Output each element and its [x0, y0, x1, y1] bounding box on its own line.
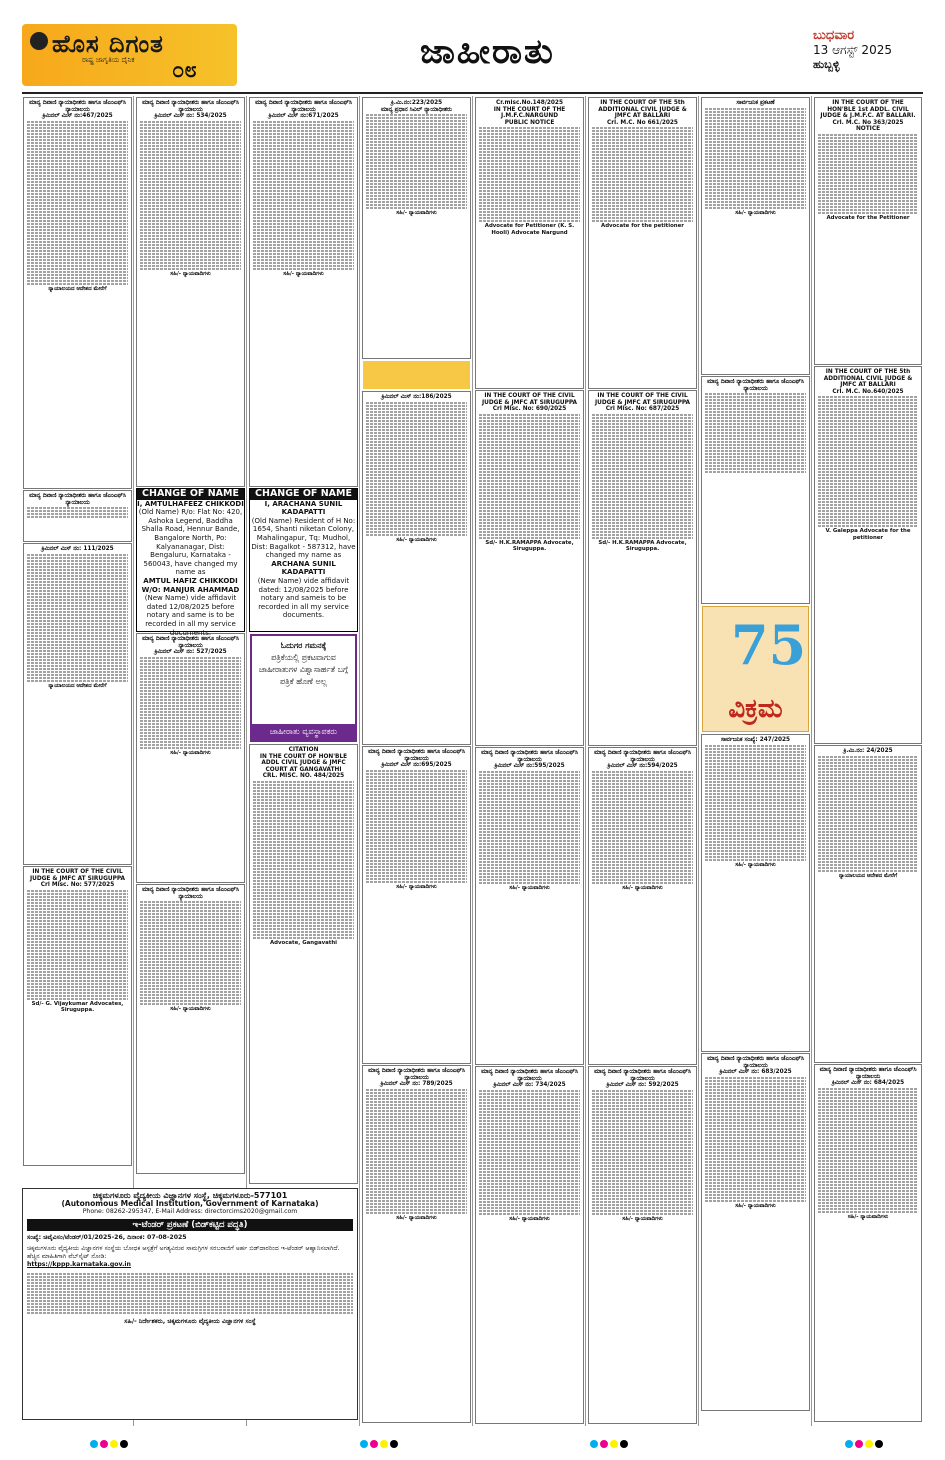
section-title: ಜಾಹೀರಾತು [420, 32, 555, 72]
column-5 [474, 96, 586, 1426]
notice-heading: ಮಾನ್ಯ ದಿವಾಣಿ ನ್ಯಾಯಾಧೀಶರು ಹಾಗೂ ಜೆಎಂಎಫ್‌ಸಿ ನ್ಯಾಯಾಲಯ [481, 1069, 578, 1082]
column-4 [361, 96, 473, 1426]
notice-heading: ಮಾನ್ಯ ದಿವಾಣಿ ನ್ಯಾಯಾಧೀಶರು ಹಾಗೂ ಜೆಎಂಎಫ್‌ಸಿ ನ್ಯಾಯಾಲಯ [819, 1067, 917, 1080]
registration-marks [360, 1440, 398, 1448]
institution-subtitle: (Autonomous Medical Institution, Government of Karnataka) [61, 1199, 319, 1208]
legal-notice[interactable] [814, 1064, 922, 1422]
legal-notice[interactable] [475, 390, 584, 746]
legal-notice[interactable] [814, 745, 922, 1063]
institution-contact: Phone: 08262-295347, E-Mail Address: directorcims2020@gmail.com [82, 1208, 298, 1215]
notice-case-number: ಕ್ರಿಮಿನಲ್ ಮಿಸ್ ನಂ:595/2025 [494, 763, 565, 770]
notice-footer: ಸಹಿ/- ನ್ಯಾಯವಾದಿಗಳು [170, 270, 211, 277]
legal-notice[interactable] [588, 97, 697, 389]
tender-signature: ಸಹಿ/- ನಿರ್ದೇಶಕರು, ಚಿಕ್ಕಮಗಳೂರು ವೈದ್ಯಕೀಯ ವಿಜ್ಞಾನಗಳ ಸಂಸ್ಥೆ [124, 1318, 256, 1325]
notice-heading: ಕ್ರಿ.ಮಿ.ನಂ:223/2025 [390, 100, 443, 106]
tender-notice-ad[interactable] [22, 1188, 358, 1420]
notice-court: IN THE COURT OF HON'BLE ADDL CIVIL JUDGE & JMFC COURT AT GANGAVATHI [259, 753, 348, 773]
change-name-header: CHANGE OF NAME [250, 489, 357, 500]
notice-heading: ಮಾನ್ಯ ದಿವಾಣಿ ನ್ಯಾಯಾಧೀಶರು ಹಾಗೂ ಜೆಎಂಎಫ್‌ಸಿ ನ್ಯಾಯಾಲಯ [594, 750, 691, 763]
notice-body [366, 114, 467, 209]
notice-body [818, 1088, 918, 1213]
legal-notice[interactable] [362, 1065, 471, 1423]
notice-heading: CITATION [288, 747, 319, 753]
anniversary-ad[interactable] [702, 606, 809, 732]
notice-footer: ಸಹಿ/- ನ್ಯಾಯವಾದಿಗಳು [735, 1202, 776, 1209]
readers-notice-title: ಓದುಗರ ಗಮನಕ್ಕೆ [280, 641, 327, 650]
notice-title: NOTICE [855, 126, 881, 133]
registration-marks [845, 1440, 883, 1448]
notice-body [366, 402, 467, 536]
notice-heading: ಮಾನ್ಯ ದಿವಾಣಿ ನ್ಯಾಯಾಧೀಶರು ಹಾಗೂ ಜೆಎಂಎಫ್‌ಸಿ ನ್ಯಾಯಾಲಯ [707, 379, 804, 392]
notice-body [479, 127, 580, 222]
notice-footer: ಸಹಿ/- ನ್ಯಾಯವಾದಿಗಳು [396, 1214, 437, 1221]
legal-notice[interactable] [475, 747, 584, 1065]
notice-heading: IN THE COURT OF THE CIVIL JUDGE & JMFC AT SIRUGUPPA [29, 869, 126, 882]
notice-heading: ಮಾನ್ಯ ದಿವಾಣಿ ನ್ಯಾಯಾಧೀಶರು ಹಾಗೂ ಜೆಎಂಎಫ್‌ಸಿ ನ್ಯಾಯಾಲಯ [707, 1056, 804, 1069]
new-name: AMTUL HAFIZ CHIKKODI W/O: MANJUR AHAMMAD [141, 576, 240, 594]
notice-heading: ಕ್ರಿಮಿನಲ್ ಮಿಸ್ ನಂ: 111/2025 [41, 546, 114, 552]
date-box [813, 28, 923, 72]
notice-case-number: Crl Misc. No: 690/2025 [492, 406, 567, 413]
notice-case-number: ಕ್ರಿಮಿನಲ್ ಮಿಸ್ ನಂ: 684/2025 [831, 1080, 905, 1087]
page-number: ೦೮ [172, 58, 197, 83]
notice-footer: Sd/- G. Vijaykumar Advocates, Siruguppa. [31, 1000, 124, 1014]
anniversary-brand: ವಿಕ್ರಮ [728, 694, 783, 724]
notice-footer: ಸಹಿ/- ನ್ಯಾಯವಾದಿಗಳು [170, 1006, 211, 1013]
notice-body [818, 756, 918, 872]
notice-footer: ಸಹಿ/- ನ್ಯಾಯವಾದಿಗಳು [622, 884, 663, 891]
notice-heading: ಮಾನ್ಯ ದಿವಾಣಿ ನ್ಯಾಯಾಧೀಶರು ಹಾಗೂ ಜೆಎಂಎಫ್‌ಸಿ ನ್ಯಾಯಾಲಯ [142, 887, 239, 900]
issue-date: 13 ಆಗಸ್ಟ್ 2025 [813, 43, 892, 57]
notice-body [366, 1089, 467, 1214]
notice-footer: ಸಹಿ/- ನ್ಯಾಯವಾದಿಗಳು [396, 210, 437, 217]
weekday: ಬುಧವಾರ [813, 28, 855, 43]
brand-name: ಹೊಸ ದಿಗಂತ [52, 30, 164, 58]
notice-case-number: Crl. M.C. No 661/2025 [607, 119, 678, 126]
tender-body: ಚಿಕ್ಕಮಗಳೂರು ವೈದ್ಯಕೀಯ ವಿಜ್ಞಾನಗಳ ಸಂಸ್ಥೆಯ ಬೋಧಕ ಆಸ್ಪತ್ರೆಗೆ ಅಗತ್ಯವಿರುವ ಸಾಮಗ್ರಿಗಳ ಸರಬರಾಜಿಗೆ ಅರ್ಹ ಬಿಡ್‌ದಾರರಿಂದ ಇ-ಟೆಂಡರ್ ಆಹ್ವಾನಿಸಲಾಗಿದೆ. ಹೆಚ್ಚಿನ ಮಾಹಿತಿಗಾಗಿ ವೆಬ್‌ಸೈಟ್ ನೋಡಿ: [27, 1245, 340, 1260]
notice-body [705, 1077, 806, 1202]
readers-notice-footer: ಜಾಹೀರಾತು ವ್ಯವಸ್ಥಾಪಕರು [252, 724, 355, 740]
affidavit-text: (New Name) vide affidavit dated: 12/08/2025 before notary and sameis to be recorded in all my service documents. [257, 576, 350, 620]
notice-case-number: Crl. M.C. No 363/2025 [832, 119, 904, 126]
notice-heading: ಮಾನ್ಯ ದಿವಾಣಿ ನ್ಯಾಯಾಧೀಶರು ಹಾಗೂ ಜೆಎಂಎಫ್‌ಸಿ ನ್ಯಾಯಾಲಯ [594, 1069, 691, 1082]
notice-title: PUBLIC NOTICE [504, 119, 555, 126]
legal-notice[interactable] [23, 97, 132, 489]
notice-heading: ಮಾನ್ಯ ದಿವಾಣಿ ನ್ಯಾಯಾಧೀಶರು ಹಾಗೂ ಜೆಎಂಎಫ್‌ಸಿ ನ್ಯಾಯಾಲಯ [368, 1068, 465, 1081]
notice-case-number: ಕ್ರಿಮಿನಲ್ ಮಿಸ್ ನಂ: 683/2025 [719, 1069, 792, 1076]
notice-heading: ಕ್ರಿ.ಮಿ.ನಂ: 24/2025 [843, 748, 893, 754]
notice-heading: IN THE COURT OF THE 5th ADDITIONAL CIVIL JUDGE & JMFC AT BALLARI [598, 100, 687, 120]
notice-heading: ಮಾನ್ಯ ದಿವಾಣಿ ನ್ಯಾಯಾಧೀಶರು ಹಾಗೂ ಜೆಎಂಎಫ್‌ಸಿ ನ್ಯಾಯಾಲಯ [142, 100, 239, 113]
notice-heading: ಮಾನ್ಯ ದಿವಾಣಿ ನ್ಯಾಯಾಧೀಶರು ಹಾಗೂ ಜೆಎಂಎಫ್‌ಸಿ ನ್ಯಾಯಾಲಯ [368, 749, 465, 762]
notice-body [140, 657, 241, 749]
notice-footer: ಸಹಿ/- ನ್ಯಾಯವಾದಿಗಳು [847, 1213, 889, 1220]
legal-notice[interactable] [814, 97, 922, 365]
notice-footer: Advocate for the Petitioner [826, 214, 910, 221]
old-name: I, AMTULHAFEEZ CHIKKODI [137, 499, 244, 508]
notice-case-number: ಕ್ರಿಮಿನಲ್ ಮಿಸ್ ನಂ: 734/2025 [493, 1082, 566, 1089]
affidavit-text: (New Name) vide affidavit dated 12/08/2025 before notary and same is to be recorded in all my service documents. [144, 594, 237, 637]
notice-footer: Advocate, Gangavathi [269, 939, 338, 946]
notice-body [479, 414, 580, 539]
notice-case-number: ಮಾನ್ಯ ಪ್ರಧಾನ ಸಿವಿಲ್ ನ್ಯಾಯಾಧೀಶರು [381, 106, 452, 113]
notice-body [479, 1090, 580, 1215]
tender-band: ಇ-ಟೆಂಡರ್ ಪ್ರಕಟಣೆ (ಬಿಡ್‌ಕಟ್ಟಿದ ಪದ್ಧತಿ) [27, 1219, 353, 1231]
notice-footer: Sd/- H.K.RAMAPPA Advocate, Siruguppa. [598, 539, 687, 553]
legal-notice[interactable] [136, 97, 245, 487]
notice-body [705, 393, 806, 473]
old-name: I, ARACHANA SUNIL KADAPATTI [264, 499, 343, 517]
legal-notice[interactable] [362, 746, 471, 1064]
legal-notice[interactable] [136, 633, 245, 883]
legal-notice[interactable] [362, 391, 471, 745]
notice-heading: ಮಾನ್ಯ ದಿವಾಣಿ ನ್ಯಾಯಾಧೀಶರು ಹಾಗೂ ಜೆಎಂಎಫ್‌ಸಿ ನ್ಯಾಯಾಲಯ [142, 636, 239, 649]
column-6 [587, 96, 699, 1426]
notice-heading: Cr.misc.No.148/2025 [496, 100, 563, 106]
masthead-divider [22, 92, 923, 94]
notice-case-number: ಕ್ರಿಮಿನಲ್ ಮಿಸ್ ನಂ: 527/2025 [154, 649, 227, 656]
notice-body [818, 134, 918, 214]
color-strip [363, 361, 470, 389]
notice-case-number: ಕ್ರಿಮಿನಲ್ ಮಿಸ್ ನಂ:467/2025 [42, 113, 113, 120]
notice-body [27, 121, 128, 285]
notice-footer: ಸಹಿ/- ನ್ಯಾಯವಾದಿಗಳು [283, 270, 324, 277]
notice-court: IN THE COURT OF THE J.M.F.C.NARGUND [493, 106, 566, 120]
address-text: (Old Name) R/o: Flat No: 420, Ashoka Legend, Baddha Shalla Road, Hennur Bande, Bangalore North, Po: Kalyananagar, Dist: Bengaluru, Karnataka - 560043, have changed my name as [138, 508, 243, 577]
registration-marks [590, 1440, 628, 1448]
notice-case-number: ಕ್ರಿಮಿನಲ್ ಮಿಸ್ ನಂ: 789/2025 [380, 1081, 453, 1088]
notice-footer: ಸಹಿ/- ನ್ಯಾಯವಾದಿಗಳು [396, 536, 437, 543]
legal-notice[interactable] [588, 390, 697, 746]
column-7 [700, 96, 812, 1426]
notice-body [140, 901, 241, 1005]
notice-footer: ನ್ಯಾಯಾಲಯದ ಆದೇಶದ ಮೇರೆಗೆ [838, 872, 898, 879]
notice-body [818, 396, 918, 527]
legal-notice[interactable] [588, 747, 697, 1065]
notice-heading: ಮಾನ್ಯ ದಿವಾಣಿ ನ್ಯಾಯಾಧೀಶರು ಹಾಗೂ ಜೆಎಂಎಫ್‌ಸಿ ನ್ಯಾಯಾಲಯ [29, 100, 126, 113]
legal-notice[interactable] [475, 97, 584, 389]
notice-heading: ಮಾನ್ಯ ದಿವಾಣಿ ನ್ಯಾಯಾಧೀಶರು ಹಾಗೂ ಜೆಎಂಎಫ್‌ಸಿ ನ್ಯಾಯಾಲಯ [481, 750, 578, 763]
notice-body [253, 781, 354, 939]
legal-notice[interactable] [701, 1053, 810, 1411]
legal-notice[interactable] [136, 884, 245, 1174]
new-name: ARCHANA SUNIL KADAPATTI [271, 559, 336, 577]
notice-body [592, 414, 693, 539]
notice-body [592, 1090, 693, 1215]
legal-notice[interactable] [588, 1066, 697, 1424]
notice-body [592, 127, 693, 222]
notice-body [253, 121, 354, 270]
notice-heading: IN THE COURT OF THE 5th ADDITIONAL CIVIL JUDGE & JMFC AT BALLARI [823, 369, 913, 389]
registration-marks [90, 1440, 128, 1448]
notice-heading: IN THE COURT OF THE CIVIL JUDGE & JMFC AT SIRUGUPPA [481, 393, 578, 406]
notice-case-number: Crl. M.C. No.640/2025 [832, 388, 904, 395]
legal-notice[interactable] [249, 97, 358, 487]
legal-notice[interactable] [814, 366, 922, 744]
newspaper-logo[interactable] [22, 24, 237, 86]
legal-notice[interactable] [249, 744, 358, 1184]
change-name-header: CHANGE OF NAME [137, 489, 244, 500]
notice-heading: ಮಾನ್ಯ ದಿವಾಣಿ ನ್ಯಾಯಾಧೀಶರು ಹಾಗೂ ಜೆಎಂಎಫ್‌ಸಿ ನ್ಯಾಯಾಲಯ [255, 100, 352, 113]
notice-footer: ಸಹಿ/- ನ್ಯಾಯವಾದಿಗಳು [396, 883, 437, 890]
notice-heading: IN THE COURT OF THE HON'BLE 1st ADDL. CIVIL JUDGE & J.M.F.C. AT BALLARI. [820, 100, 916, 120]
legal-notice[interactable] [23, 543, 132, 865]
legal-notice[interactable] [701, 376, 810, 604]
notice-footer: V. Galeppa Advocate for the petitioner [825, 528, 911, 541]
masthead [0, 0, 945, 92]
legal-notice[interactable] [475, 1066, 584, 1424]
notice-body [27, 890, 128, 1000]
change-of-name-ad[interactable] [249, 488, 358, 632]
notice-footer: Advocate for the petitioner [601, 223, 684, 230]
readers-notice-body: ಪತ್ರಿಕೆಯಲ್ಲಿ ಪ್ರಕಟವಾಗುವ ಜಾಹೀರಾತುಗಳ ವಿಶ್ವಾಸಾರ್ಹತೆ ಬಗ್ಗೆ ಪತ್ರಿಕೆ ಹೊಣೆ ಅಲ್ಲ [258, 653, 349, 686]
notice-footer: ಸಹಿ/- ನ್ಯಾಯವಾದಿಗಳು [735, 861, 776, 868]
notice-body [479, 771, 580, 884]
notice-case-number: Crl Misc. No: 577/2025 [40, 882, 115, 889]
tender-details [27, 1273, 353, 1314]
notice-footer: ಸಹಿ/- ನ್ಯಾಯವಾದಿಗಳು [509, 884, 550, 891]
notice-footer: ಸಹಿ/- ನ್ಯಾಯವಾದಿಗಳು [622, 1215, 663, 1222]
notice-case-number: ಕ್ರಿಮಿನಲ್ ಮಿಸ್ ನಂ:594/2025 [607, 763, 678, 770]
legal-notice[interactable] [23, 866, 132, 1166]
notice-case-number: ಕ್ರಿಮಿನಲ್ ಮಿಸ್ ನಂ:671/2025 [268, 113, 339, 120]
notice-footer: ನ್ಯಾಯಾಲಯದ ಆದೇಶದ ಮೇರೆಗೆ [48, 682, 107, 689]
notice-body [140, 121, 241, 270]
notice-footer: ನ್ಯಾಯಾಲಯದ ಆದೇಶದ ಮೇರೆಗೆ [48, 285, 107, 292]
notice-footer: Sd/- H.K.RAMAPPA Advocate, Siruguppa. [485, 539, 574, 553]
notice-footer: ಸಹಿ/- ನ್ಯಾಯವಾದಿಗಳು [735, 209, 776, 216]
change-of-name-ad[interactable] [136, 488, 245, 637]
notice-body [27, 554, 128, 682]
notice-heading: ಸಾರ್ವಜನಿಕ ಪ್ರಕಟಣೆ [736, 100, 775, 106]
tender-reference: ಸಂಖ್ಯೆ: ಚಿವೈವಿಸಂ/ಟೆಂಡರ್/01/2025-26, ದಿನಾಂಕ: 07-08-2025 [27, 1234, 187, 1241]
notice-footer: Advocate for Petitioner (K. S. Hooli) Advocate Nargund [484, 223, 575, 236]
legal-notice[interactable] [23, 490, 132, 542]
notice-footer: ಸಹಿ/- ನ್ಯಾಯವಾದಿಗಳು [509, 1215, 550, 1222]
column-8 [813, 96, 923, 1426]
notice-heading: ಸಾರ್ವಜನಿಕ ಸಂಖ್ಯೆ: 247/2025 [720, 737, 791, 743]
notice-heading: ಕ್ರಿಮಿನಲ್ ಮಿಸ್ ನಂ:186/2025 [381, 394, 452, 400]
notice-body [705, 745, 806, 861]
notice-body [366, 770, 467, 883]
notice-heading: ಮಾನ್ಯ ದಿವಾಣಿ ನ್ಯಾಯಾಧೀಶರು ಹಾಗೂ ಜೆಎಂಎಫ್‌ಸಿ ನ್ಯಾಯಾಲಯ [29, 493, 126, 506]
brand-tagline: ರಾಷ್ಟ್ರ ಜಾಗೃತಿಯ ದೈನಿಕ [82, 56, 135, 64]
notice-case-number: CRL. MISC. NO. 484/2025 [262, 773, 345, 780]
notice-heading: IN THE COURT OF THE CIVIL JUDGE & JMFC AT SIRUGUPPA [594, 393, 691, 406]
notice-body [705, 108, 806, 209]
notice-footer: ಸಹಿ/- ನ್ಯಾಯವಾದಿಗಳು [170, 749, 211, 756]
address-text: (Old Name) Resident of H No: 1654, Shanti niketan Colony, Mahalingapur, Tq: Mudhol, Dist: Bagalkot - 587312, have changed my name as [251, 516, 356, 560]
readers-notice-box [250, 634, 357, 742]
anniversary-number: 75 [731, 613, 807, 677]
legal-notice[interactable] [701, 734, 810, 1052]
notice-body [592, 771, 693, 884]
institution-name: ಚಿಕ್ಕಮಗಳೂರು ವೈದ್ಯಕೀಯ ವಿಜ್ಞಾನಗಳ ಸಂಸ್ಥೆ, ಚಿಕ್ಕಮಗಳೂರು-577101 [92, 1191, 288, 1200]
notice-case-number: Crl Misc. No: 687/2025 [605, 406, 680, 413]
notice-case-number: ಕ್ರಿಮಿನಲ್ ಮಿಸ್ ನಂ: 592/2025 [606, 1082, 679, 1089]
emblem-icon [30, 32, 48, 50]
legal-notice[interactable] [701, 97, 810, 375]
notice-case-number: ಕ್ರಿಮಿನಲ್ ಮಿಸ್ ನಂ:695/2025 [381, 762, 452, 769]
legal-notice[interactable] [362, 97, 471, 359]
notice-case-number: ಕ್ರಿಮಿನಲ್ ಮಿಸ್ ನಂ: 534/2025 [154, 113, 227, 120]
edition-city: ಹುಬ್ಬಳ್ಳಿ [813, 58, 840, 71]
tender-link[interactable]: https://kppp.karnataka.gov.in [27, 1261, 131, 1268]
